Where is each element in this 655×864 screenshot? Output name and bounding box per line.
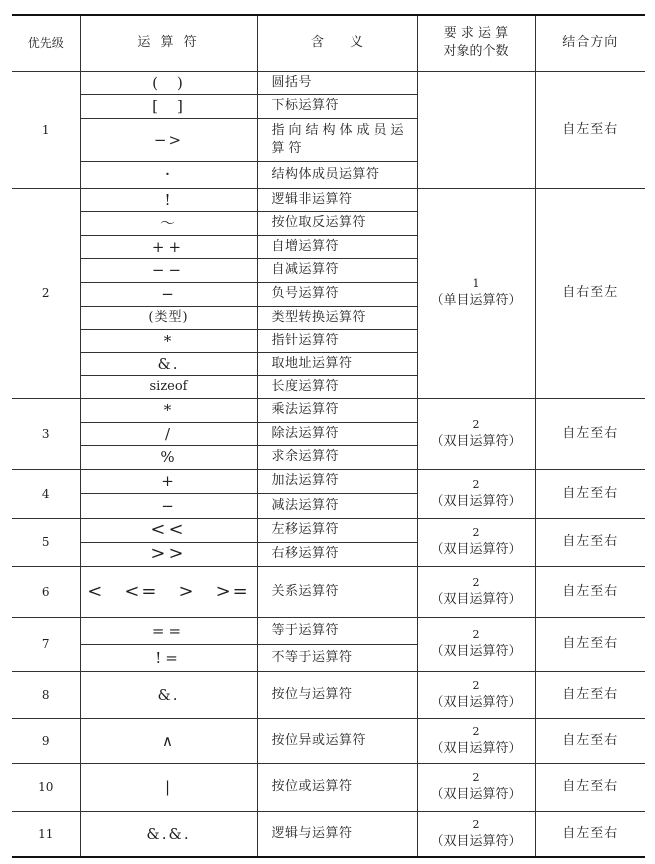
operator-symbol: * <box>80 329 257 352</box>
operand-type: （双目运算符） <box>430 740 522 756</box>
priority-cell: 5 <box>12 518 80 566</box>
header-associativity: 结合方向 <box>535 15 645 71</box>
operator-meaning: 长度运算符 <box>257 375 417 398</box>
operator-symbol: − <box>80 282 257 306</box>
operator-meaning: 加法运算符 <box>257 469 417 493</box>
header-priority: 优先级 <box>12 15 80 71</box>
operator-symbol: −> <box>80 118 257 161</box>
priority-cell: 3 <box>12 398 80 469</box>
operator-symbol: * <box>80 398 257 422</box>
table-row <box>12 469 645 493</box>
associativity-cell: 自左至右 <box>535 617 645 671</box>
operator-symbol: (类型) <box>80 306 257 329</box>
operand-count: 2 <box>472 417 480 431</box>
priority-cell: 6 <box>12 566 80 617</box>
operator-meaning: 逻辑与运算符 <box>257 811 417 857</box>
operand-count-cell <box>417 718 535 763</box>
operand-count-cell <box>417 763 535 811</box>
operand-count: 2 <box>472 575 480 589</box>
operator-meaning: 下标运算符 <box>257 94 417 118</box>
table-row <box>12 671 645 718</box>
associativity-cell: 自左至右 <box>535 518 645 566</box>
operator-meaning: 指针运算符 <box>257 329 417 352</box>
operator-meaning: 自减运算符 <box>257 258 417 282</box>
operand-count: 1 <box>472 277 480 290</box>
associativity-cell: 自左至右 <box>535 71 645 188</box>
operator-meaning: 按位取反运算符 <box>257 211 417 235</box>
operator-symbol: · <box>80 161 257 188</box>
operand-count: 2 <box>472 678 480 692</box>
operator-symbol: << <box>80 518 257 542</box>
operand-type: （双目运算符） <box>430 787 522 802</box>
associativity-cell: 自右至左 <box>535 188 645 398</box>
operator-symbol: % <box>80 445 257 469</box>
operator-symbol: ∧ <box>80 718 257 763</box>
priority-cell: 4 <box>12 469 80 518</box>
associativity-cell: 自左至右 <box>535 671 645 718</box>
operator-symbol: ! <box>80 188 257 211</box>
operand-type: （双目运算符） <box>430 542 522 557</box>
operand-type: （双目运算符） <box>430 694 522 710</box>
operand-count-cell <box>417 617 535 671</box>
table-row <box>12 188 645 211</box>
operator-meaning: 求余运算符 <box>257 445 417 469</box>
operand-count-cell <box>417 71 535 188</box>
operand-count: 2 <box>472 724 480 738</box>
operand-count-cell <box>417 188 535 398</box>
operand-type: （双目运算符） <box>430 644 522 659</box>
operand-count-cell <box>417 398 535 469</box>
operator-meaning: 乘法运算符 <box>257 398 417 422</box>
operator-symbol: [ ] <box>80 94 257 118</box>
operator-meaning: 自增运算符 <box>257 235 417 258</box>
operator-meaning: 左移运算符 <box>257 518 417 542</box>
priority-cell: 1 <box>12 71 80 188</box>
operator-meaning: 关系运算符 <box>257 566 417 617</box>
operand-type: （双目运算符） <box>430 493 522 509</box>
associativity-cell: 自左至右 <box>535 398 645 469</box>
operator-meaning: 等于运算符 <box>257 617 417 644</box>
associativity-cell: 自左至右 <box>535 718 645 763</box>
operator-symbol: − <box>80 493 257 518</box>
priority-cell: 8 <box>12 671 80 718</box>
operator-symbol: −− <box>80 258 257 282</box>
header-row <box>12 15 645 71</box>
operator-meaning: 减法运算符 <box>257 493 417 518</box>
operand-count-cell <box>417 518 535 566</box>
operator-symbol: / <box>80 422 257 445</box>
operand-count-cell <box>417 671 535 718</box>
priority-cell: 7 <box>12 617 80 671</box>
header-operator: 运 算 符 <box>80 15 257 71</box>
operand-count: 2 <box>472 771 480 784</box>
header-meaning: 含 义 <box>257 15 417 71</box>
priority-cell: 11 <box>12 811 80 857</box>
operator-meaning: 除法运算符 <box>257 422 417 445</box>
operator-symbol: != <box>80 644 257 671</box>
operand-count: 2 <box>472 526 480 539</box>
operator-symbol: ～ <box>80 211 257 235</box>
operand-type: （双目运算符） <box>430 833 522 849</box>
table-row <box>12 71 645 94</box>
table-row <box>12 398 645 422</box>
operand-count: 2 <box>472 628 480 641</box>
operator-precedence-table <box>12 14 645 858</box>
table-row <box>12 617 645 644</box>
operator-symbol: &. <box>80 352 257 375</box>
operator-meaning: 按位异或运算符 <box>257 718 417 763</box>
associativity-cell: 自左至右 <box>535 763 645 811</box>
operand-count: 2 <box>472 477 480 491</box>
operator-symbol: >> <box>80 542 257 566</box>
table-row <box>12 718 645 763</box>
operator-symbol: &. <box>80 671 257 718</box>
operator-symbol: == <box>80 617 257 644</box>
header-operand-count-line2: 对象的个数 <box>443 44 509 60</box>
header-operand-count-line1: 要 求 运 算 <box>443 26 509 42</box>
associativity-cell: 自左至右 <box>535 811 645 857</box>
associativity-cell: 自左至右 <box>535 469 645 518</box>
priority-cell: 2 <box>12 188 80 398</box>
operator-symbol: sizeof <box>80 375 257 398</box>
operand-type: （单目运算符） <box>430 293 522 308</box>
table-row <box>12 518 645 542</box>
operand-type: （双目运算符） <box>430 591 522 607</box>
operator-meaning: 不等于运算符 <box>257 644 417 671</box>
operator-meaning: 取地址运算符 <box>257 352 417 375</box>
operand-count: 2 <box>472 817 480 831</box>
associativity-cell: 自左至右 <box>535 566 645 617</box>
operator-meaning: 按位与运算符 <box>257 671 417 718</box>
operator-meaning: 类型转换运算符 <box>257 306 417 329</box>
operator-meaning: 负号运算符 <box>257 282 417 306</box>
operator-symbol: < <= > >= <box>80 566 257 617</box>
operator-meaning: 右移运算符 <box>257 542 417 566</box>
priority-cell: 10 <box>12 763 80 811</box>
operator-meaning: 逻辑非运算符 <box>257 188 417 211</box>
operator-symbol: ++ <box>80 235 257 258</box>
table-row <box>12 811 645 857</box>
table-row <box>12 763 645 811</box>
operand-count-cell <box>417 566 535 617</box>
operator-meaning: 按位或运算符 <box>257 763 417 811</box>
operand-count-cell <box>417 811 535 857</box>
operator-meaning: 结构体成员运算符 <box>257 161 417 188</box>
operator-meaning: 指向结构体成员运算符 <box>257 118 417 161</box>
operator-symbol: | <box>80 763 257 811</box>
table-row <box>12 566 645 617</box>
operator-symbol: + <box>80 469 257 493</box>
operand-count-cell <box>417 469 535 518</box>
operator-symbol: ( ) <box>80 71 257 94</box>
header-operand-count <box>417 15 535 71</box>
operand-type: （双目运算符） <box>430 433 522 449</box>
priority-cell: 9 <box>12 718 80 763</box>
operator-symbol: &.&. <box>80 811 257 857</box>
operator-meaning: 圆括号 <box>257 71 417 94</box>
